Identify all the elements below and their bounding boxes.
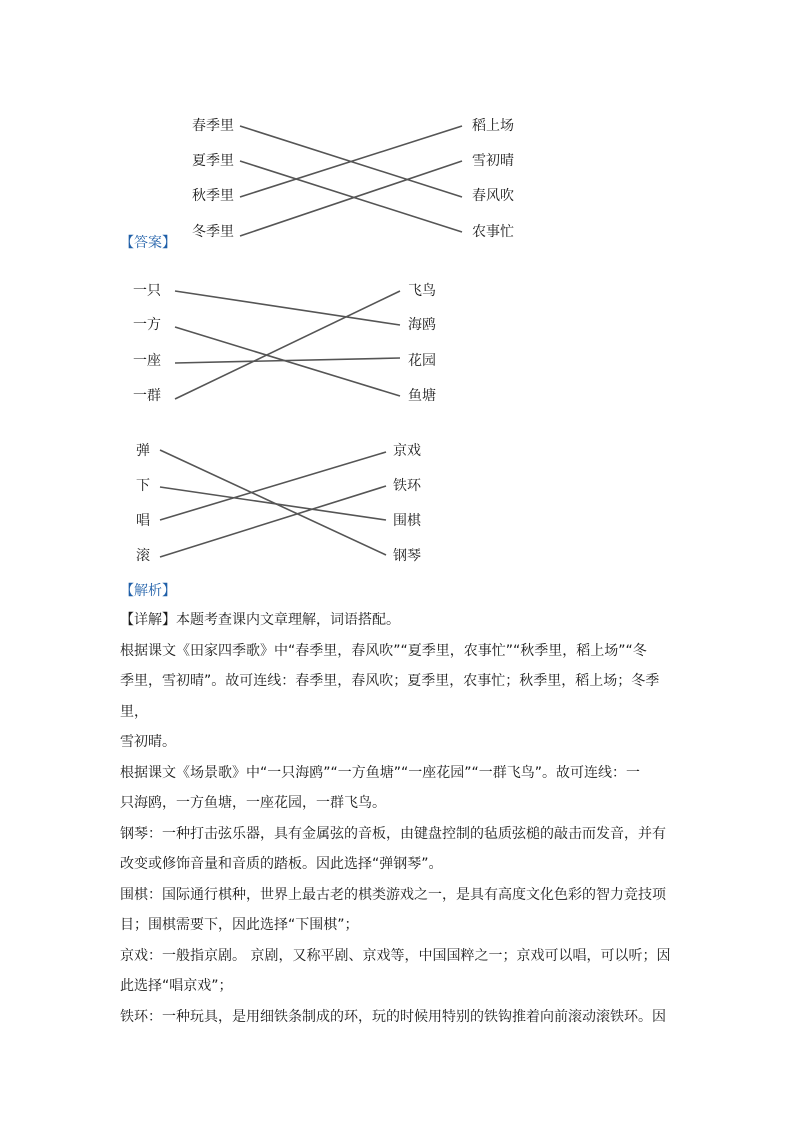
left-word: 一只 bbox=[133, 283, 161, 299]
left-word: 一群 bbox=[133, 388, 161, 404]
detail-line bbox=[120, 605, 680, 636]
left-word: 下 bbox=[136, 478, 150, 494]
left-word: 秋季里 bbox=[192, 188, 234, 204]
left-word: 弹 bbox=[136, 443, 150, 459]
connector-line bbox=[175, 291, 400, 399]
text-line: 钢琴：一种打击弦乐器，具有金属弦的音板，由键盘控制的毡质弦槌的敲击而发音，并有 bbox=[120, 825, 666, 842]
right-word: 鱼塘 bbox=[408, 388, 436, 404]
connector-line bbox=[240, 126, 462, 197]
detail-intro: 本题考查课内文章理解，词语搭配。 bbox=[176, 612, 400, 628]
left-word: 滚 bbox=[136, 548, 150, 564]
analysis-label: 【解析】 bbox=[120, 583, 176, 599]
right-word: 京戏 bbox=[393, 443, 421, 459]
answer-label: 【答案】 bbox=[120, 235, 176, 251]
right-word: 海鸥 bbox=[408, 317, 436, 333]
right-word: 稻上场 bbox=[472, 118, 514, 134]
right-word: 春风吹 bbox=[472, 188, 514, 204]
left-word: 冬季里 bbox=[192, 224, 234, 240]
connector-line bbox=[240, 161, 462, 236]
text-line: 京戏：一般指京剧。 京剧，又称平剧、京戏等，中国国粹之一；京戏可以唱，可以听；因 bbox=[120, 947, 671, 964]
explanation-text bbox=[120, 605, 680, 1032]
text-line: 铁环：一种玩具，是用细铁条制成的环，玩的时候用特别的铁钩推着向前滚动滚铁环。因 bbox=[120, 1008, 666, 1025]
connector-line bbox=[160, 487, 386, 520]
text-line: 此选择“唱京戏”； bbox=[120, 978, 233, 994]
connector-line bbox=[240, 126, 462, 197]
text-line: 只海鸥，一方鱼塘，一座花园，一群飞鸟。 bbox=[120, 795, 386, 811]
text-line: 目；围棋需要下，因此选择“下围棋”； bbox=[120, 917, 359, 933]
right-word: 铁环 bbox=[393, 478, 421, 494]
connector-line bbox=[175, 291, 400, 325]
text-line: 改变或修饰音量和音质的踏板。因此选择“弹钢琴”。 bbox=[120, 856, 443, 872]
connector-line bbox=[160, 486, 386, 557]
right-word: 围棋 bbox=[393, 513, 421, 529]
text-line: 雪初晴。 bbox=[120, 734, 176, 750]
right-word: 雪初晴 bbox=[472, 153, 514, 169]
detail-tag: 【详解】 bbox=[120, 612, 176, 628]
connector-line bbox=[175, 358, 400, 363]
connector-line bbox=[240, 161, 462, 232]
text-line: 围棋：国际通行棋种，世界上最古老的棋类游戏之一，是具有高度文化色彩的智力竞技项 bbox=[120, 886, 666, 903]
left-word: 一座 bbox=[133, 353, 161, 369]
connector-line bbox=[160, 450, 386, 555]
right-word: 钢琴 bbox=[393, 548, 421, 564]
left-word: 唱 bbox=[136, 513, 150, 529]
text-line: 根据课文《场景歌》中“一只海鸥”“一方鱼塘”“一座花园”“一群飞鸟”。故可连线：一 bbox=[120, 764, 641, 781]
right-word: 花园 bbox=[408, 353, 436, 369]
left-word: 春季里 bbox=[192, 118, 234, 134]
connector-line bbox=[175, 327, 400, 396]
right-word: 飞鸟 bbox=[408, 283, 436, 299]
left-word: 一方 bbox=[133, 317, 161, 333]
text-line: 根据课文《田家四季歌》中“春季里，春风吹”“夏季里，农事忙”“秋季里，稻上场”“冬 bbox=[120, 642, 647, 659]
left-word: 夏季里 bbox=[192, 153, 234, 169]
text-line: 季里，雪初晴”。故可连线：春季里，春风吹；夏季里，农事忙；秋季里，稻上场；冬季里， bbox=[120, 673, 660, 720]
right-word: 农事忙 bbox=[472, 224, 514, 240]
connector-line bbox=[160, 452, 386, 520]
